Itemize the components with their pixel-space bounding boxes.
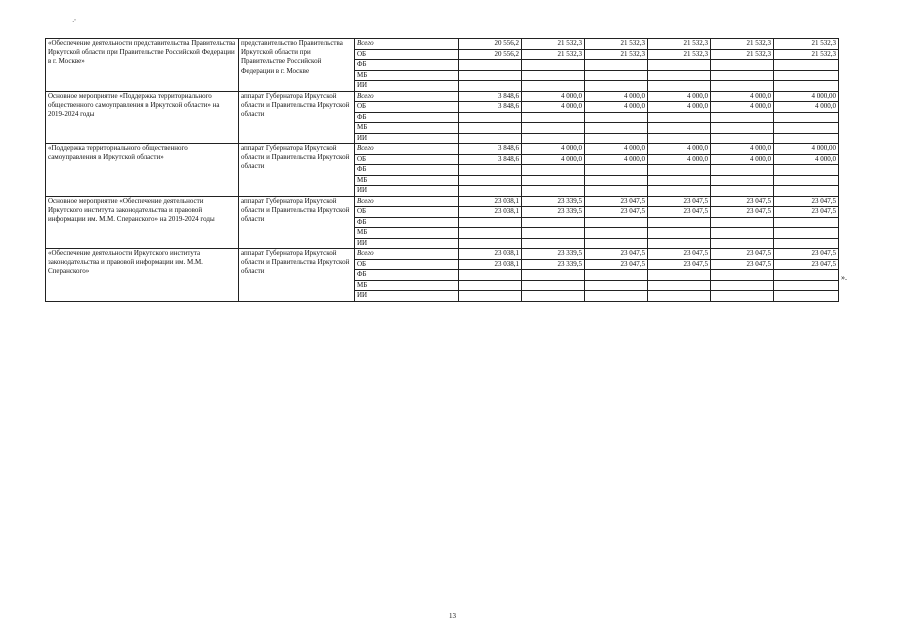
amount-cell: 4 000,0 (711, 154, 774, 165)
funding-source-cell: ИИ (355, 133, 459, 144)
amount-cell (585, 133, 648, 144)
amount-cell (711, 270, 774, 281)
amount-cell (774, 123, 839, 134)
amount-cell (774, 270, 839, 281)
funding-source-cell: ОБ (355, 102, 459, 113)
funding-source-cell: ИИ (355, 81, 459, 92)
amount-cell (774, 291, 839, 302)
amount-cell: 23 047,5 (711, 196, 774, 207)
amount-cell: 23 047,5 (774, 196, 839, 207)
amount-cell (648, 70, 711, 81)
funding-source-cell: Всего (355, 39, 459, 50)
amount-cell (459, 238, 522, 249)
amount-cell: 21 532,3 (585, 39, 648, 50)
amount-cell (648, 123, 711, 134)
amount-cell: 4 000,0 (648, 154, 711, 165)
amount-cell: 4 000,0 (585, 144, 648, 155)
amount-cell (585, 165, 648, 176)
amount-cell (774, 133, 839, 144)
amount-cell (522, 270, 585, 281)
amount-cell (585, 60, 648, 71)
executor-cell: аппарат Губернатора Иркутской области и Правительства Иркутской области (239, 196, 355, 249)
amount-cell (459, 112, 522, 123)
amount-cell: 3 848,6 (459, 91, 522, 102)
amount-cell: 4 000,0 (522, 91, 585, 102)
executor-cell: аппарат Губернатора Иркутской области и Правительства Иркутской области (239, 144, 355, 197)
amount-cell: 23 047,5 (585, 196, 648, 207)
amount-cell (711, 228, 774, 239)
amount-cell (774, 81, 839, 92)
amount-cell: 21 532,3 (585, 49, 648, 60)
amount-cell (522, 280, 585, 291)
amount-cell (522, 133, 585, 144)
amount-cell (459, 228, 522, 239)
amount-cell (711, 112, 774, 123)
amount-cell (711, 280, 774, 291)
amount-cell (459, 165, 522, 176)
amount-cell: 4 000,0 (648, 144, 711, 155)
amount-cell (459, 186, 522, 197)
amount-cell (459, 291, 522, 302)
amount-cell (522, 291, 585, 302)
amount-cell: 4 000,0 (774, 102, 839, 113)
amount-cell (774, 70, 839, 81)
amount-cell (774, 165, 839, 176)
amount-cell: 23 339,5 (522, 249, 585, 260)
funding-source-cell: ФБ (355, 60, 459, 71)
amount-cell (648, 280, 711, 291)
amount-cell (585, 228, 648, 239)
amount-cell (522, 175, 585, 186)
amount-cell: 4 000,0 (711, 144, 774, 155)
amount-cell: 4 000,0 (585, 154, 648, 165)
page-number: 13 (449, 612, 456, 620)
amount-cell: 23 047,5 (585, 249, 648, 260)
amount-cell: 21 532,3 (774, 39, 839, 50)
amount-cell: 21 532,3 (711, 39, 774, 50)
funding-source-cell: ФБ (355, 270, 459, 281)
amount-cell: 4 000,0 (711, 91, 774, 102)
amount-cell: 23 038,1 (459, 207, 522, 218)
amount-cell (648, 165, 711, 176)
budget-table (45, 38, 839, 302)
closing-quote: ». (841, 273, 847, 282)
amount-cell (585, 217, 648, 228)
event-name-cell: «Обеспечение деятельности представительства Правительства Иркутской области при Правительстве Российской Федерации в г. Москве» (46, 39, 239, 92)
amount-cell: 4 000,0 (648, 102, 711, 113)
amount-cell (522, 238, 585, 249)
funding-source-cell: Всего (355, 144, 459, 155)
executor-cell: аппарат Губернатора Иркутской области и Правительства Иркутской области (239, 91, 355, 144)
amount-cell (585, 175, 648, 186)
amount-cell (585, 238, 648, 249)
amount-cell: 4 000,0 (648, 91, 711, 102)
event-name-cell: Основное мероприятие «Обеспечение деятельности Иркутского института законодательства и правовой информации им. М.М. Сперанского» на 2019-2024 годы (46, 196, 239, 249)
amount-cell (648, 112, 711, 123)
amount-cell (522, 217, 585, 228)
amount-cell (774, 217, 839, 228)
amount-cell: 21 532,3 (522, 49, 585, 60)
amount-cell: 4 000,0 (774, 154, 839, 165)
amount-cell (585, 123, 648, 134)
amount-cell (585, 70, 648, 81)
amount-cell: 23 047,5 (648, 259, 711, 270)
event-name-cell: Основное мероприятие «Поддержка территориального общественного самоуправления в Иркутской области» на 2019-2024 годы (46, 91, 239, 144)
amount-cell (459, 280, 522, 291)
amount-cell (711, 70, 774, 81)
table-row (46, 91, 839, 102)
funding-source-cell: ОБ (355, 49, 459, 60)
amount-cell: 21 532,3 (648, 49, 711, 60)
amount-cell (522, 60, 585, 71)
funding-source-cell: ИИ (355, 238, 459, 249)
amount-cell (711, 123, 774, 134)
funding-source-cell: ФБ (355, 165, 459, 176)
funding-source-cell: ИИ (355, 291, 459, 302)
amount-cell: 21 532,3 (711, 49, 774, 60)
amount-cell: 4 000,0 (585, 91, 648, 102)
amount-cell: 23 047,5 (711, 249, 774, 260)
amount-cell: 4 000,0 (522, 102, 585, 113)
table-row (46, 39, 839, 50)
funding-source-cell: Всего (355, 91, 459, 102)
amount-cell: 3 848,6 (459, 102, 522, 113)
amount-cell (774, 186, 839, 197)
funding-source-cell: МБ (355, 123, 459, 134)
amount-cell (711, 175, 774, 186)
amount-cell: 21 532,3 (648, 39, 711, 50)
amount-cell (585, 81, 648, 92)
amount-cell: 23 047,5 (585, 259, 648, 270)
amount-cell: 23 339,5 (522, 207, 585, 218)
funding-source-cell: Всего (355, 249, 459, 260)
amount-cell (648, 217, 711, 228)
amount-cell (459, 81, 522, 92)
amount-cell (522, 123, 585, 134)
amount-cell: 23 047,5 (774, 207, 839, 218)
amount-cell: 23 038,1 (459, 196, 522, 207)
amount-cell (774, 228, 839, 239)
amount-cell (648, 238, 711, 249)
amount-cell (774, 60, 839, 71)
amount-cell (459, 123, 522, 134)
amount-cell: 21 532,3 (774, 49, 839, 60)
amount-cell (522, 186, 585, 197)
amount-cell (648, 270, 711, 281)
amount-cell: 20 556,2 (459, 39, 522, 50)
stray-mark: ·' (72, 18, 76, 26)
amount-cell: 23 047,5 (648, 249, 711, 260)
amount-cell (648, 133, 711, 144)
amount-cell: 4 000,0 (522, 144, 585, 155)
amount-cell (648, 60, 711, 71)
amount-cell: 23 047,5 (648, 196, 711, 207)
amount-cell (459, 60, 522, 71)
funding-source-cell: ИИ (355, 186, 459, 197)
amount-cell (648, 81, 711, 92)
table-row (46, 144, 839, 155)
amount-cell: 23 047,5 (774, 259, 839, 270)
amount-cell (711, 291, 774, 302)
budget-table-body (46, 39, 839, 302)
amount-cell: 4 000,0 (585, 102, 648, 113)
amount-cell: 23 339,5 (522, 259, 585, 270)
amount-cell (585, 291, 648, 302)
executor-cell: представительство Правительства Иркутской области при Правительстве Российской Федерации в г. Москве (239, 39, 355, 92)
amount-cell (711, 165, 774, 176)
funding-source-cell: ОБ (355, 259, 459, 270)
amount-cell (522, 70, 585, 81)
table-row (46, 196, 839, 207)
amount-cell (459, 217, 522, 228)
amount-cell (648, 175, 711, 186)
event-name-cell: «Поддержка территориального общественного самоуправления в Иркутской области» (46, 144, 239, 197)
amount-cell (648, 228, 711, 239)
amount-cell (711, 133, 774, 144)
amount-cell (648, 186, 711, 197)
amount-cell: 23 339,5 (522, 196, 585, 207)
amount-cell (774, 238, 839, 249)
amount-cell (585, 112, 648, 123)
funding-source-cell: Всего (355, 196, 459, 207)
amount-cell (774, 280, 839, 291)
amount-cell: 4 000,00 (774, 91, 839, 102)
amount-cell: 23 047,5 (648, 207, 711, 218)
funding-source-cell: МБ (355, 228, 459, 239)
amount-cell: 3 848,6 (459, 154, 522, 165)
amount-cell (459, 133, 522, 144)
amount-cell (711, 217, 774, 228)
amount-cell (459, 70, 522, 81)
amount-cell (459, 175, 522, 186)
funding-source-cell: ОБ (355, 154, 459, 165)
amount-cell (522, 112, 585, 123)
amount-cell: 4 000,00 (774, 144, 839, 155)
funding-source-cell: ФБ (355, 217, 459, 228)
amount-cell (774, 175, 839, 186)
amount-cell: 23 038,1 (459, 249, 522, 260)
amount-cell: 21 532,3 (522, 39, 585, 50)
amount-cell (585, 280, 648, 291)
funding-source-cell: МБ (355, 175, 459, 186)
amount-cell (774, 112, 839, 123)
amount-cell: 4 000,0 (711, 102, 774, 113)
amount-cell: 3 848,6 (459, 144, 522, 155)
executor-cell: аппарат Губернатора Иркутской области и Правительства Иркутской области (239, 249, 355, 302)
amount-cell: 23 047,5 (711, 259, 774, 270)
funding-source-cell: ОБ (355, 207, 459, 218)
funding-source-cell: МБ (355, 70, 459, 81)
amount-cell: 20 556,2 (459, 49, 522, 60)
amount-cell: 23 038,1 (459, 259, 522, 270)
amount-cell (585, 186, 648, 197)
amount-cell: 23 047,5 (711, 207, 774, 218)
funding-source-cell: ФБ (355, 112, 459, 123)
amount-cell (522, 81, 585, 92)
table-row (46, 249, 839, 260)
amount-cell (522, 228, 585, 239)
amount-cell: 23 047,5 (774, 249, 839, 260)
funding-source-cell: МБ (355, 280, 459, 291)
amount-cell: 4 000,0 (522, 154, 585, 165)
amount-cell: 23 047,5 (585, 207, 648, 218)
amount-cell (459, 270, 522, 281)
amount-cell (648, 291, 711, 302)
amount-cell (522, 165, 585, 176)
amount-cell (585, 270, 648, 281)
amount-cell (711, 186, 774, 197)
amount-cell (711, 81, 774, 92)
amount-cell (711, 238, 774, 249)
event-name-cell: «Обеспечение деятельности Иркутского института законодательства и правовой информации им. М.М. Сперанского» (46, 249, 239, 302)
amount-cell (711, 60, 774, 71)
